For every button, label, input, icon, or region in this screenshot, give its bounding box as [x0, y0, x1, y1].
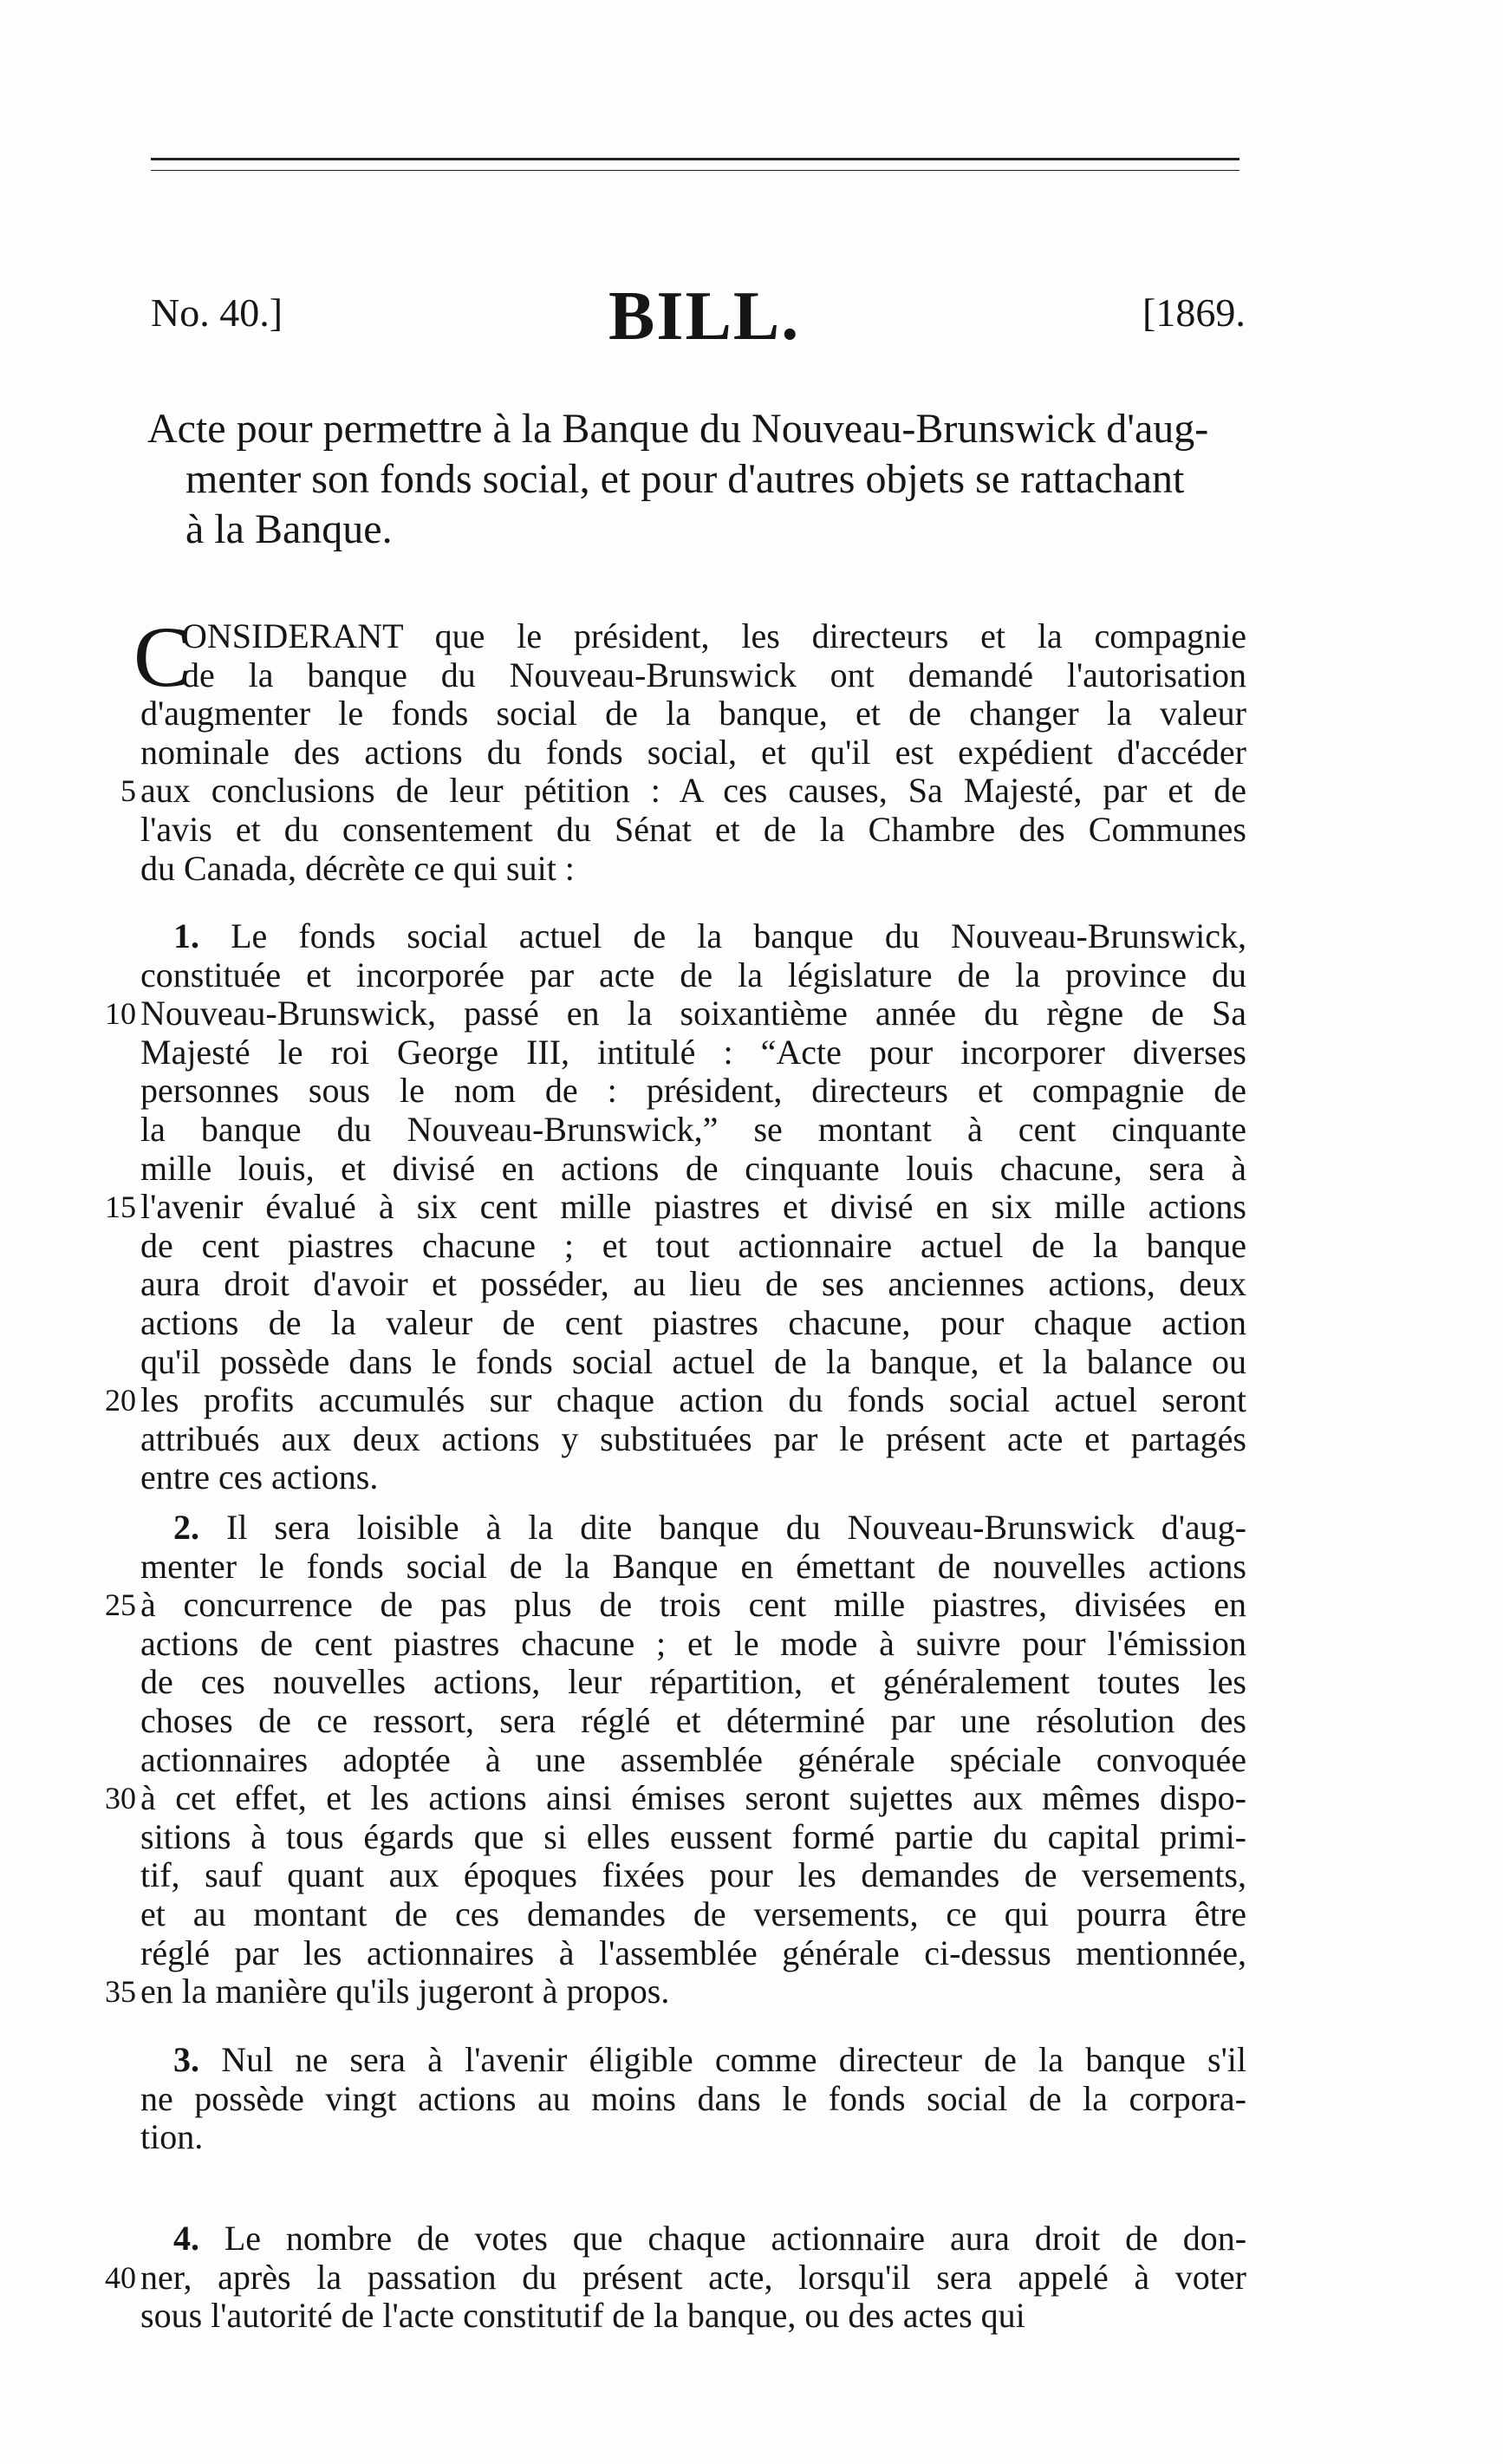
bill-year: [1869. — [1142, 290, 1246, 335]
line-number: 30 — [105, 1781, 136, 1816]
line-text: choses de ce ressort, sera réglé et déterminé par une résolution des — [140, 1700, 1246, 1740]
section-number: 1. — [173, 916, 199, 955]
text-line — [140, 694, 1246, 733]
bill-title — [147, 404, 1243, 555]
line-number: 20 — [105, 1383, 136, 1418]
line-number: 10 — [105, 996, 136, 1032]
line-text: les profits accumulés sur chaque action du fonds social actuel seront — [140, 1380, 1246, 1420]
text-line — [140, 1265, 1246, 1304]
line-number: 40 — [105, 2259, 136, 2295]
line-text: actions de cent piastres chacune ; et le mode à suivre pour l'émission — [140, 1623, 1246, 1663]
text-line — [140, 656, 1246, 695]
line-text: sous l'autorité de l'acte constitutif de la banque, ou des actes qui — [140, 2296, 1025, 2336]
line-text: aura droit d'avoir et posséder, au lieu de ses anciennes actions, deux — [140, 1264, 1246, 1304]
section-number: 2. — [173, 1508, 199, 1547]
line-text: constituée et incorporée par acte de la législature de la province du — [140, 955, 1246, 994]
text-line — [140, 917, 1246, 956]
line-text: actionnaires adoptée à une assemblée générale spéciale convoquée — [140, 1739, 1246, 1779]
text-line — [105, 1585, 1246, 1625]
section-4 — [105, 2219, 1247, 2336]
line-number: 35 — [105, 1974, 136, 2010]
text-line — [140, 2080, 1246, 2119]
text-line — [140, 1741, 1246, 1780]
line-text: entre ces actions. — [140, 1457, 379, 1497]
line-text — [140, 2220, 1246, 2259]
title-line: à la Banque. — [185, 506, 393, 552]
line-text: et au montant de ces demandes de versements, ce qui pourra être — [140, 1894, 1246, 1933]
document-type: BILL. — [608, 278, 801, 355]
line-body: Le fonds social actuel de la banque du Nouveau-Brunswick, — [231, 916, 1246, 955]
line-text: tion. — [140, 2117, 204, 2157]
title-line: menter son fonds social, et pour d'autres objets se rattachant — [185, 456, 1185, 502]
text-line — [140, 1663, 1246, 1702]
title-line: Acte pour permettre à la Banque du Nouveau-Brunswick d'aug- — [147, 406, 1209, 452]
line-text: l'avis et du consentement du Sénat et de la Chambre des Communes — [140, 809, 1246, 849]
line-text: tif, sauf quant aux époques fixées pour les demandes de versements, — [140, 1855, 1246, 1895]
line-text: de ces nouvelles actions, leur répartition, et généralement toutes les — [140, 1662, 1246, 1702]
top-rule-thin — [151, 170, 1239, 171]
line-text: qu'il possède dans le fonds social actuel de la banque, et la balance ou — [140, 1341, 1246, 1381]
text-line — [140, 1548, 1246, 1587]
line-text: attribués aux deux actions y substituées par le présent acte et partagés — [140, 1418, 1246, 1458]
text-line — [140, 956, 1246, 995]
section-1 — [105, 916, 1246, 1497]
text-line — [140, 1072, 1246, 1111]
text-line — [140, 1934, 1246, 1973]
text-line — [120, 771, 1246, 811]
line-text: réglé par les actionnaires à l'assemblée générale ci-dessus mentionnée, — [140, 1933, 1246, 1972]
text-line — [105, 994, 1246, 1033]
text-line — [140, 1304, 1246, 1343]
bill-number: No. 40.] — [151, 290, 283, 335]
line-text: personnes sous le nom de : président, directeurs et compagnie de — [140, 1071, 1246, 1111]
line-text: nominale des actions du fonds social, et qu'il est expédient d'accéder — [140, 732, 1246, 772]
text-line — [140, 617, 1246, 656]
line-number: 15 — [105, 1190, 136, 1225]
line-text: aux conclusions de leur pétition : A ces causes, Sa Majesté, par et de — [140, 771, 1246, 811]
text-line — [105, 2257, 1246, 2298]
text-line — [140, 1033, 1246, 1072]
drop-cap: C — [133, 609, 192, 705]
text-line — [140, 850, 1246, 889]
line-text: l'avenir évalué à six cent mille piastres et divisé en six mille actions — [140, 1187, 1246, 1227]
line-text: la banque du Nouveau-Brunswick,” se montant à cent cinquante — [140, 1109, 1246, 1149]
line-text: actions de la valeur de cent piastres chacune, pour chaque action — [140, 1302, 1246, 1342]
line-text: ner, après la passation du présent acte, lorsqu'il sera appelé à voter — [140, 2257, 1246, 2297]
line-text — [140, 2041, 1246, 2080]
text-line — [140, 2118, 1246, 2157]
line-text: de la banque du Nouveau-Brunswick ont demandé l'autorisation — [182, 655, 1246, 694]
text-line — [140, 1625, 1246, 1664]
section-3 — [140, 2041, 1246, 2157]
text-line — [140, 1895, 1246, 1934]
text-line — [140, 733, 1246, 772]
text-line — [140, 2220, 1246, 2259]
text-line — [140, 1343, 1246, 1382]
section-number: 4. — [173, 2219, 199, 2258]
text-line — [140, 1458, 1246, 1497]
text-line — [140, 1227, 1246, 1266]
line-text: de cent piastres chacune ; et tout actionnaire actuel de la banque — [140, 1225, 1246, 1265]
text-line — [105, 1187, 1246, 1227]
line-text: menter le fonds social de la Banque en émettant de nouvelles actions — [140, 1546, 1246, 1586]
text-line — [105, 1380, 1246, 1420]
text-line — [140, 1509, 1246, 1548]
text-line — [140, 1420, 1246, 1459]
text-line — [140, 811, 1246, 850]
line-text: ne possède vingt actions au moins dans le fonds social de la corpora- — [140, 2078, 1246, 2118]
line-body: Le nombre de votes que chaque actionnaire aura droit de don- — [224, 2219, 1247, 2258]
line-text: sitions à tous égards que si elles eussent formé partie du capital primi- — [140, 1816, 1246, 1856]
text-line — [140, 2297, 1246, 2336]
line-number: 25 — [105, 1587, 136, 1623]
text-line — [105, 1778, 1246, 1818]
line-body: Nul ne sera à l'avenir éligible comme directeur de la banque s'il — [221, 2040, 1247, 2079]
text-line — [140, 1856, 1246, 1895]
text-line — [140, 1111, 1246, 1150]
line-text: mille louis, et divisé en actions de cinquante louis chacune, sera à — [140, 1148, 1246, 1188]
line-text: du Canada, décrète ce qui suit : — [140, 848, 575, 888]
section-2 — [105, 1508, 1246, 2011]
line-text: Majesté le roi George III, intitulé : “Acte pour incorporer diverses — [140, 1032, 1246, 1072]
line-text — [140, 917, 1246, 956]
line-text: à cet effet, et les actions ainsi émises seront sujettes aux mêmes dispo- — [140, 1778, 1246, 1818]
line-text: d'augmenter le fonds social de la banque, et de changer la valeur — [140, 694, 1246, 733]
line-text: à concurrence de pas plus de trois cent mille piastres, divisées en — [140, 1585, 1246, 1625]
text-line — [140, 2041, 1246, 2080]
line-body: Il sera loisible à la dite banque du Nouveau-Brunswick d'aug- — [226, 1508, 1246, 1547]
line-text: en la manière qu'ils jugeront à propos. — [140, 1972, 670, 2011]
line-text: ONSIDERANT que le président, les directeurs et la compagnie — [182, 616, 1246, 655]
line-text — [140, 1509, 1246, 1548]
text-line — [140, 1702, 1246, 1741]
line-text: Nouveau-Brunswick, passé en la soixantième année du règne de Sa — [140, 994, 1246, 1033]
text-line — [105, 1972, 1246, 2011]
text-line — [140, 1150, 1246, 1189]
top-rule — [151, 158, 1239, 160]
line-number: 5 — [120, 773, 136, 809]
preamble — [120, 609, 1246, 888]
text-line — [140, 1818, 1246, 1857]
section-number: 3. — [173, 2040, 199, 2079]
